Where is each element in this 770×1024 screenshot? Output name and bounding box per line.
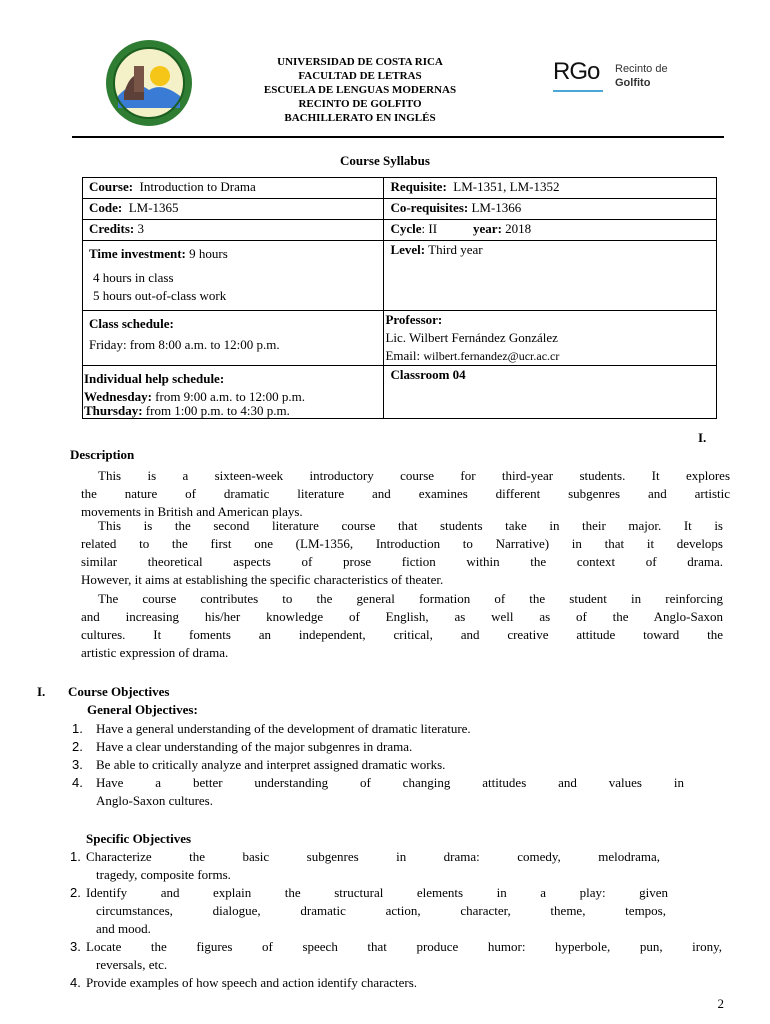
university-seal-icon <box>104 38 194 128</box>
desc-p2-l2: related to the first one (LM-1356, Introduction to Narrative) in that it develops <box>81 536 723 551</box>
level-cell <box>384 241 717 311</box>
thu-label: Thursday: <box>84 403 143 418</box>
page-title: Course Syllabus <box>340 153 430 168</box>
desc-p2-l3: similar theoretical aspects of prose fiction within the context of drama. <box>81 554 723 569</box>
desc-p3-l1: The course contributes to the general formation of the student in reinforcing <box>98 591 723 606</box>
course-cell <box>83 178 384 199</box>
desc-p3-l4: artistic expression of drama. <box>81 645 229 660</box>
time-line2: 5 hours out-of-class work <box>93 288 227 303</box>
cycle-cell <box>384 220 717 241</box>
rgo-logo <box>553 58 683 98</box>
description-heading: Description <box>70 447 135 462</box>
desc-p1-l2: the nature of dramatic literature and examines different subgenres and artistic <box>81 486 730 501</box>
rgo-logo-underline <box>553 90 603 92</box>
schedule-value: Friday: from 8:00 a.m. to 12:00 p.m. <box>89 337 280 352</box>
email-label: Email: <box>385 348 421 363</box>
university-name: UNIVERSIDAD DE COSTA RICA <box>277 56 443 68</box>
coreq-label: Co-requisites: <box>390 200 469 215</box>
time-value: 9 hours <box>189 246 228 261</box>
classroom-cell <box>384 366 717 419</box>
course-label: Course: <box>89 179 134 194</box>
desc-p3-l3: cultures. It foments an independent, critical, and creative attitude toward the <box>81 627 723 642</box>
professor-name: Lic. Wilbert Fernández González <box>385 330 558 345</box>
year-label: year: <box>473 221 502 236</box>
list-item: 4. Provide examples of how speech and action identify characters. <box>70 975 418 990</box>
schedule-cell <box>83 311 384 366</box>
desc-p2-l1: This is the second literature course that students take in their major. It is <box>98 518 723 533</box>
schedule-label: Class schedule: <box>89 316 174 331</box>
program-name: BACHILLERATO EN INGLÉS <box>284 112 436 124</box>
code-value: LM-1365 <box>128 200 179 215</box>
rgo-logo-line1: Recinto de <box>615 63 668 75</box>
credits-cell <box>83 220 384 241</box>
coreq-cell <box>384 199 717 220</box>
requisite-value: LM-1351, LM-1352 <box>453 179 560 194</box>
time-cell <box>83 241 384 311</box>
level-label: Level: <box>390 242 426 257</box>
campus-name: RECINTO DE GOLFITO <box>298 98 422 110</box>
list-item: 1. Characterize the basic subgenres in drama: comedy, melodrama, <box>70 849 660 864</box>
list-item-continuation: circumstances, dialogue, dramatic action, character, theme, tempos, <box>96 903 666 918</box>
level-value: Third year <box>428 242 483 257</box>
objectives-roman: I. <box>37 684 46 699</box>
syllabus-table <box>82 177 717 419</box>
description-roman: I. <box>698 430 707 445</box>
faculty-name: FACULTAD DE LETRAS <box>298 70 422 82</box>
thu-value: from 1:00 p.m. to 4:30 p.m. <box>145 403 290 418</box>
code-label: Code: <box>89 200 123 215</box>
wed-value: from 9:00 a.m. to 12:00 p.m. <box>155 389 306 404</box>
requisite-cell <box>384 178 717 199</box>
list-item: 3. Be able to critically analyze and interpret assigned dramatic works. <box>72 757 446 772</box>
general-objectives-list <box>72 720 712 810</box>
professor-cell <box>384 311 717 366</box>
objectives-heading: Course Objectives <box>68 684 170 699</box>
professor-label: Professor: <box>385 312 443 327</box>
help-cell <box>83 366 384 419</box>
list-item-continuation: tragedy, composite forms. <box>96 867 231 882</box>
wed-label: Wednesday: <box>84 389 152 404</box>
credits-value: 3 <box>137 221 145 236</box>
time-label: Time investment: <box>89 246 186 261</box>
description-body <box>81 467 730 521</box>
list-item-continuation: reversals, etc. <box>96 957 168 972</box>
desc-p2-l4: However, it aims at establishing the specific characteristics of theater. <box>81 572 444 587</box>
list-item: 2. Identify and explain the structural elements in a play: given <box>70 885 668 900</box>
list-item-continuation: Anglo-Saxon cultures. <box>96 793 213 808</box>
time-line1: 4 hours in class <box>93 270 174 285</box>
cycle-value: : II <box>421 221 438 236</box>
email-value: wilbert.fernandez@ucr.ac.cr <box>423 349 560 363</box>
general-objectives-heading: General Objectives: <box>87 702 198 717</box>
course-value: Introduction to Drama <box>139 179 256 194</box>
credits-label: Credits: <box>89 221 135 236</box>
institution-header <box>240 55 480 125</box>
desc-p3-l2: and increasing his/her knowledge of English, as well as of the Anglo-Saxon <box>81 609 723 624</box>
classroom: Classroom 04 <box>390 367 466 382</box>
desc-p1-l1: This is a sixteen-week introductory course for third-year students. It explores <box>98 468 730 483</box>
help-label: Individual help schedule: <box>84 371 225 386</box>
list-item: 3. Locate the figures of speech that produce humor: hyperbole, pun, irony, <box>70 939 722 954</box>
list-item: 1. Have a general understanding of the development of dramatic literature. <box>72 721 471 736</box>
rgo-logo-line2: Golfito <box>615 77 651 89</box>
year-value: 2018 <box>505 221 532 236</box>
description-body-2 <box>81 517 723 589</box>
description-body-3 <box>81 590 723 662</box>
rgo-logo-main: RGo <box>553 58 600 85</box>
requisite-label: Requisite: <box>390 179 447 194</box>
desc-p1-l3: movements in British and American plays. <box>81 504 303 519</box>
specific-objectives-list <box>70 848 722 992</box>
list-item: 2. Have a clear understanding of the major subgenres in drama. <box>72 739 413 754</box>
cycle-label: Cycle <box>390 221 422 236</box>
list-item-continuation: and mood. <box>96 921 151 936</box>
page-number: 2 <box>717 996 724 1011</box>
code-cell <box>83 199 384 220</box>
coreq-value: LM-1366 <box>471 200 522 215</box>
specific-objectives-heading: Specific Objectives <box>86 831 192 846</box>
list-item: 4. Have a better understanding of changing attitudes and values in <box>72 775 684 790</box>
school-name: ESCUELA DE LENGUAS MODERNAS <box>263 84 457 96</box>
header-divider <box>72 136 724 138</box>
